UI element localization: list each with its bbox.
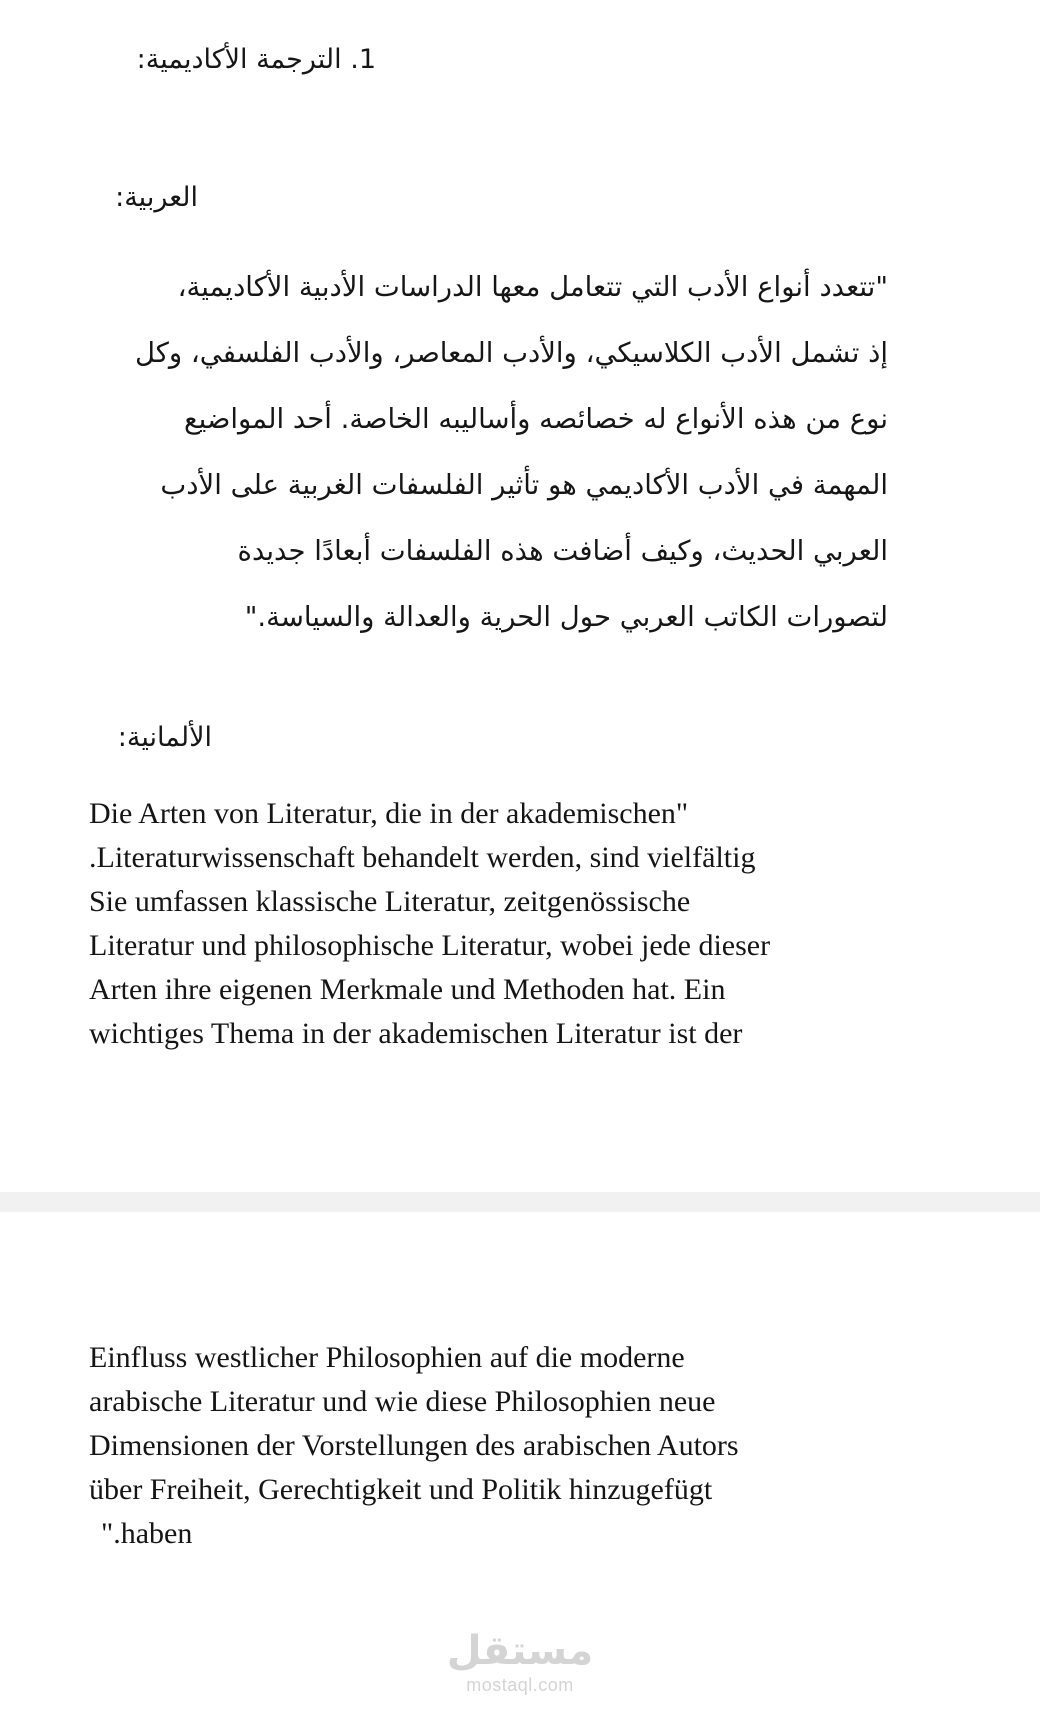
german-line: Arten ihre eigenen Merkmale und Methoden hat. Ein xyxy=(89,973,726,1006)
german-line: über Freiheit, Gerechtigkeit und Politik hinzugefügt xyxy=(89,1473,713,1506)
german-line: Die Arten von Literatur, die in der akademischen" xyxy=(89,797,689,830)
arabic-line: نوع من هذه الأنواع له خصائصه وأساليبه الخاصة. أحد المواضيع xyxy=(184,403,888,435)
german-line: ".haben xyxy=(101,1517,193,1550)
page-separator xyxy=(0,1192,1040,1212)
arabic-line: لتصورات الكاتب العربي حول الحرية والعدالة والسياسة." xyxy=(244,601,888,633)
watermark-url: mostaql.com xyxy=(466,1675,574,1695)
german-line: Einfluss westlicher Philosophien auf die moderne xyxy=(89,1341,685,1374)
german-line: wichtiges Thema in der akademischen Literatur ist der xyxy=(89,1017,743,1050)
german-line: arabische Literatur und wie diese Philosophien neue xyxy=(89,1385,716,1418)
german-heading: الألمانية: xyxy=(117,722,212,753)
german-line: .Literaturwissenschaft behandelt werden, sind vielfältig xyxy=(89,841,756,874)
german-paragraph-part-2 xyxy=(89,1336,969,1556)
arabic-paragraph xyxy=(68,254,888,650)
section-heading: 1. الترجمة الأكاديمية: xyxy=(136,44,376,75)
arabic-line: العربي الحديث، وكيف أضافت هذه الفلسفات أبعادًا جديدة xyxy=(237,535,888,567)
mostaql-watermark xyxy=(0,1628,1040,1696)
german-paragraph-part-1 xyxy=(89,792,969,1056)
german-line: Literatur und philosophische Literatur, wobei jede dieser xyxy=(89,929,771,962)
german-line: Dimensionen der Vorstellungen des arabischen Autors xyxy=(89,1429,739,1462)
arabic-line: المهمة في الأدب الأكاديمي هو تأثير الفلسفات الغربية على الأدب xyxy=(160,469,888,501)
arabic-line: إذ تشمل الأدب الكلاسيكي، والأدب المعاصر، والأدب الفلسفي، وكل xyxy=(134,337,888,369)
arabic-heading: العربية: xyxy=(115,182,198,213)
german-line: Sie umfassen klassische Literatur, zeitgenössische xyxy=(89,885,691,918)
arabic-line: "تتعدد أنواع الأدب التي تتعامل معها الدراسات الأدبية الأكاديمية، xyxy=(177,271,888,303)
watermark-logo: مستقل xyxy=(446,1628,594,1674)
